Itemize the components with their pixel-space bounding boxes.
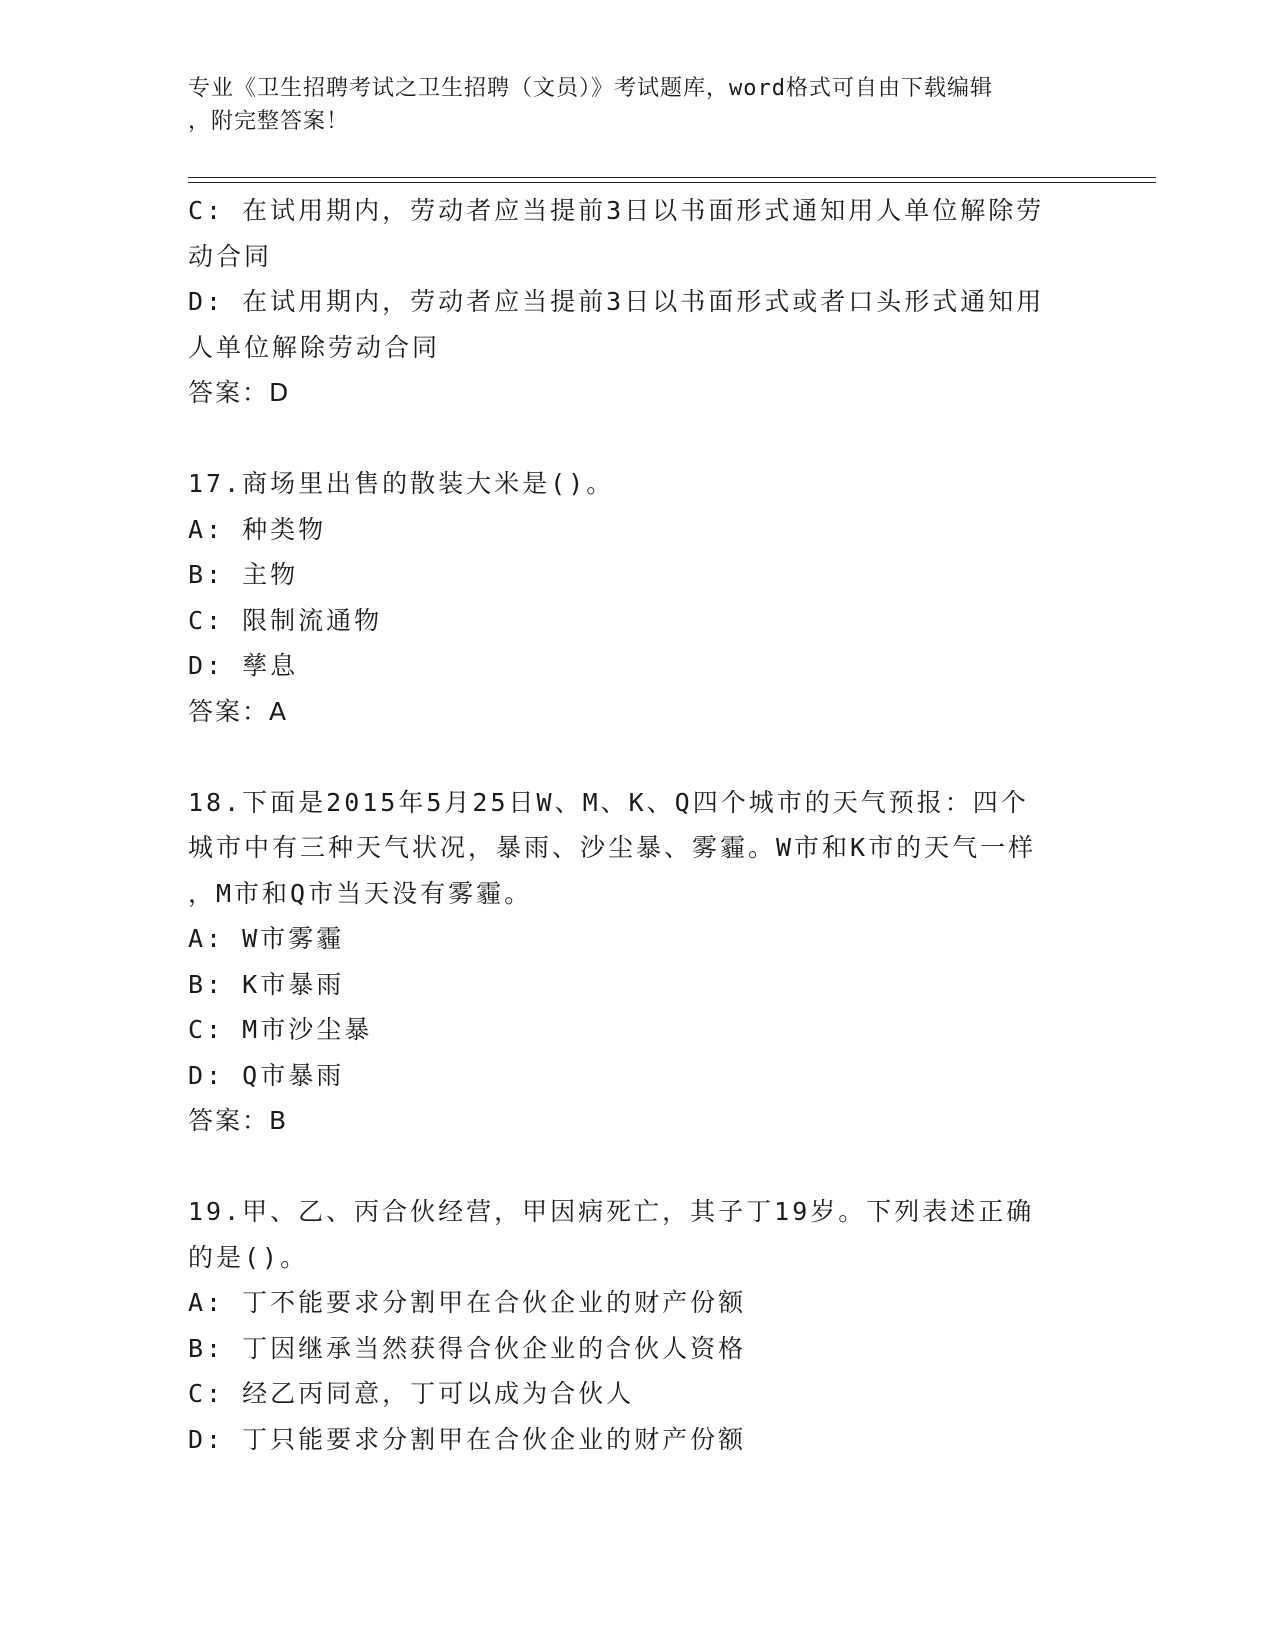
question-19-text-line-2: 的是()。 (188, 1242, 309, 1272)
question-18-option-b: B: K市暴雨 (188, 969, 345, 999)
question-18-text-line-1: 18.下面是2015年5月25日W、M、K、Q四个城市的天气预报：四个 (188, 787, 1029, 817)
question-19-option-a: A: 丁不能要求分割甲在合伙企业的财产份额 (188, 1288, 747, 1317)
question-18-option-a: A: W市雾霾 (188, 924, 345, 953)
question-18-option-d: D: Q市暴雨 (188, 1060, 345, 1090)
question-17-option-a: A: 种类物 (188, 514, 327, 544)
question-18-text-line-3: ，M市和Q市当天没有雾霾。 (188, 878, 533, 908)
question-17-option-c: C: 限制流通物 (188, 605, 383, 635)
question-content (188, 188, 1088, 1462)
header-divider-top (188, 177, 1156, 178)
spacer (188, 1144, 1088, 1190)
header-divider-bottom (188, 182, 1156, 183)
question-19-text-line-1: 19.甲、乙、丙合伙经营，甲因病死亡，其子丁19岁。下列表述正确 (188, 1197, 1035, 1226)
question-19-option-d: D: 丁只能要求分割甲在合伙企业的财产份额 (188, 1424, 747, 1454)
question-17-option-b: B: 主物 (188, 560, 299, 589)
option-d-line-2: 人单位解除劳动合同 (188, 332, 441, 362)
question-17-option-d: D: 孳息 (188, 651, 299, 680)
option-d-line-1: D: 在试用期内，劳动者应当提前3日以书面形式或者口头形式通知用 (188, 287, 1045, 316)
question-19 (188, 1189, 1088, 1462)
question-18-text-line-2: 城市中有三种天气状况，暴雨、沙尘暴、雾霾。W市和K市的天气一样 (188, 833, 1037, 862)
question-16-continued (188, 188, 1088, 416)
document-header (188, 72, 1078, 138)
option-c-line-2: 动合同 (188, 241, 273, 271)
answer-17: 答案：A (188, 696, 289, 726)
question-17-text: 17.商场里出售的散装大米是()。 (188, 469, 615, 498)
option-c-line-1: C: 在试用期内，劳动者应当提前3日以书面形式通知用人单位解除劳 (188, 196, 1045, 225)
header-line-1: 专业《卫生招聘考试之卫生招聘（文员）》考试题库，word格式可自由下载编辑 (188, 76, 993, 101)
answer-18: 答案：B (188, 1106, 289, 1135)
question-18 (188, 780, 1088, 1144)
spacer (188, 734, 1088, 780)
question-19-option-c: C: 经乙丙同意，丁可以成为合伙人 (188, 1379, 635, 1408)
question-18-option-c: C: M市沙尘暴 (188, 1015, 373, 1044)
header-line-2: ，附完整答案！ (188, 109, 350, 134)
question-17 (188, 461, 1088, 734)
answer-16: 答案：D (188, 378, 291, 407)
spacer (188, 416, 1088, 462)
question-19-option-b: B: 丁因继承当然获得合伙企业的合伙人资格 (188, 1333, 747, 1363)
